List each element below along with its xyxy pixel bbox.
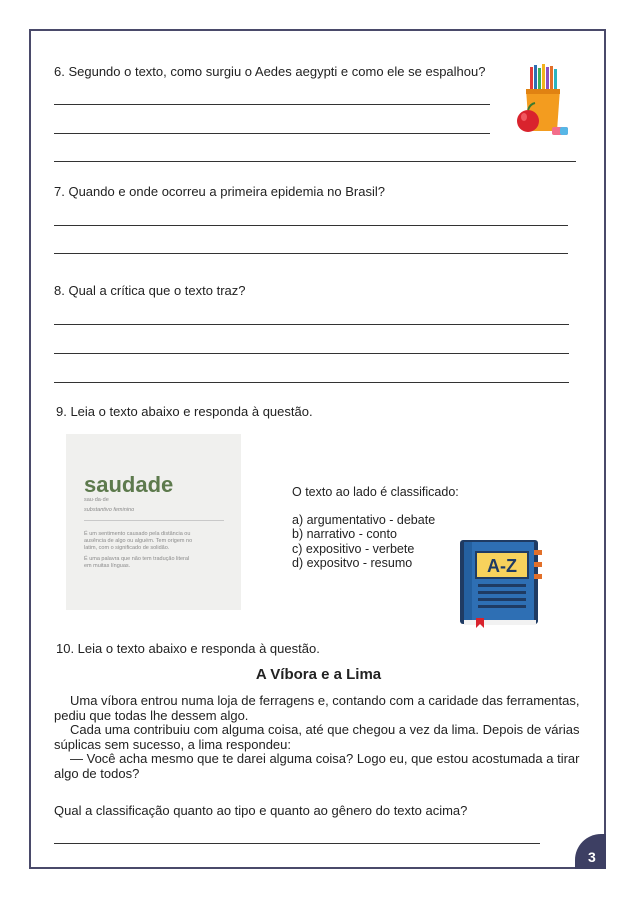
answer-line [54,161,576,162]
question-9: 9. Leia o texto abaixo e responda à questão. [56,404,313,419]
option-b: b) narrativo - conto [292,527,397,541]
story-paragraph: Cada uma contribuiu com alguma coisa, até que chegou a vez da lima. Depois de várias súplicas sem sucesso, a lima respondeu: [54,722,580,752]
q9-prompt: O texto ao lado é classificado: [292,485,459,499]
entry-class: substantivo feminino [84,507,135,513]
option-d: d) expositvo - resumo [292,556,413,570]
option-a: a) argumentativo - debate [292,513,436,527]
answer-line [54,324,569,325]
answer-line [54,382,569,383]
answer-line [54,353,569,354]
answer-line [54,253,568,254]
entry-definition-line: latim, com o significado de solidão. [84,545,170,551]
answer-line [54,104,490,105]
question-10-prompt: Qual a classificação quanto ao tipo e quanto ao gênero do texto acima? [54,803,468,818]
entry-definition-line: ausência de algo ou alguém. Tem origem no [84,538,193,544]
story-text [54,694,584,782]
dictionary-book-icon [456,538,548,628]
question-8: 8. Qual a crítica que o texto traz? [54,283,246,298]
answer-line [54,133,490,134]
option-c: c) expositivo - verbete [292,542,415,556]
entry-word: saudade [84,472,174,497]
entry-divider [84,520,224,521]
question-6: 6. Segundo o texto, como surgiu o Aedes aegypti e como ele se espalhou? [54,64,486,79]
pencil-cup-apple-icon [512,63,572,139]
page-number: 3 [588,849,596,865]
question-10: 10. Leia o texto abaixo e responda à questão. [56,641,320,656]
entry-definition-line: É um sentimento causado pela distância ou [84,531,191,537]
question-7: 7. Quando e onde ocorreu a primeira epidemia no Brasil? [54,184,385,199]
story-paragraph: Uma víbora entrou numa loja de ferragens e, contando com a caridade das ferramentas, pediu que todas lhe dessem algo. [54,693,580,723]
answer-line [54,843,540,844]
answer-line [54,225,568,226]
entry-definition-line: É uma palavra que não tem tradução literal [84,556,190,562]
book-label: A-Z [487,556,517,576]
dictionary-entry-card [66,434,241,610]
story-paragraph: — Você acha mesmo que te darei alguma coisa? Logo eu, que estou acostumada a tirar algo de todos? [54,751,580,781]
entry-definition-line: em muitas línguas. [84,563,131,569]
entry-syllables: sau·da·de [84,497,109,503]
story-title: A Víbora e a Lima [255,666,382,683]
